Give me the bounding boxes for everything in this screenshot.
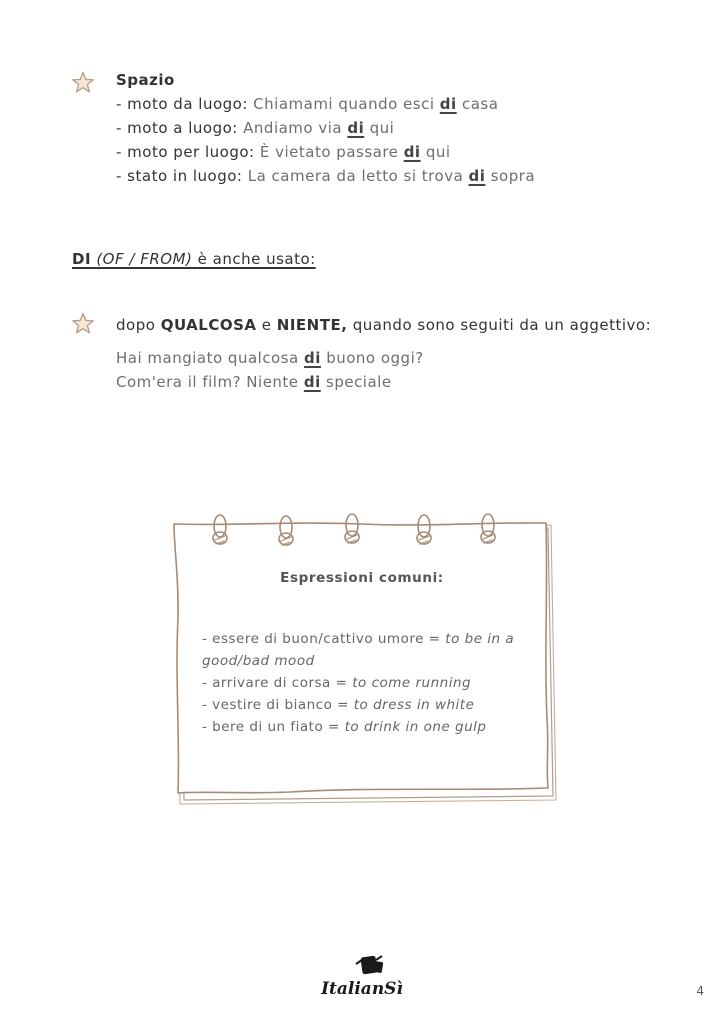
item-label: - moto da luogo:	[116, 95, 248, 113]
spazio-item	[116, 140, 451, 164]
dopo-rule	[116, 313, 651, 337]
section-rest: è anche usato:	[197, 250, 316, 268]
italiansi-logo	[320, 952, 404, 1004]
expression-translation: to be in a	[445, 631, 515, 647]
expression-line	[202, 628, 514, 650]
example-post: qui	[369, 119, 395, 137]
expression-translation: good/bad mood	[202, 653, 315, 669]
di-highlight: di	[303, 373, 321, 391]
box-title: Espressioni comuni:	[280, 570, 444, 586]
item-label: - moto a luogo:	[116, 119, 238, 137]
di-highlight: di	[403, 143, 421, 161]
expression-line	[202, 716, 486, 738]
svg-text:ItalianSì: ItalianSì	[321, 979, 403, 999]
expression-line	[202, 672, 471, 694]
star-icon	[70, 70, 96, 96]
di-highlight: di	[468, 167, 486, 185]
example-pre: Andiamo via	[243, 119, 343, 137]
section-heading	[72, 247, 316, 271]
expression-translation: to drink in one gulp	[344, 719, 487, 735]
example-pre: La camera da letto si trova	[247, 167, 464, 185]
spazio-item	[116, 164, 535, 188]
page-number: 4	[696, 984, 704, 998]
spazio-heading: Spazio	[116, 71, 175, 89]
item-label: - moto per luogo:	[116, 143, 255, 161]
section-of-from: (OF / FROM)	[96, 250, 193, 268]
di-highlight: di	[439, 95, 457, 113]
expression-text: - vestire di bianco =	[202, 697, 349, 713]
expression-text: - essere di buon/cattivo umore =	[202, 631, 441, 647]
expression-translation: to come running	[352, 675, 472, 691]
example-pre: Chiamami quando esci	[253, 95, 435, 113]
spazio-item	[116, 116, 394, 140]
niente-word: NIENTE,	[276, 316, 348, 334]
section-di: DI	[72, 250, 92, 268]
example-pre: È vietato passare	[259, 143, 399, 161]
example-post: speciale	[326, 373, 392, 391]
dopo-word: dopo	[116, 316, 156, 334]
expression-line	[202, 694, 474, 716]
dopo-example	[116, 370, 392, 394]
example-pre: Hai mangiato qualcosa	[116, 349, 299, 367]
example-post: sopra	[490, 167, 536, 185]
item-label: - stato in luogo:	[116, 167, 243, 185]
e-word: e	[261, 316, 272, 334]
example-post: casa	[461, 95, 499, 113]
expression-text: - arrivare di corsa =	[202, 675, 348, 691]
example-pre: Com'era il film? Niente	[116, 373, 299, 391]
example-post: qui	[425, 143, 451, 161]
expression-translation: to dress in white	[353, 697, 475, 713]
dopo-example	[116, 346, 424, 370]
di-highlight: di	[347, 119, 365, 137]
example-post: buono oggi?	[326, 349, 424, 367]
star-icon	[70, 311, 96, 337]
spazio-item	[116, 92, 498, 116]
dopo-rest: quando sono seguiti da un aggettivo:	[352, 316, 652, 334]
di-highlight: di	[304, 349, 321, 367]
qualcosa-word: QUALCOSA	[160, 316, 257, 334]
expression-text: - bere di un fiato =	[202, 719, 340, 735]
